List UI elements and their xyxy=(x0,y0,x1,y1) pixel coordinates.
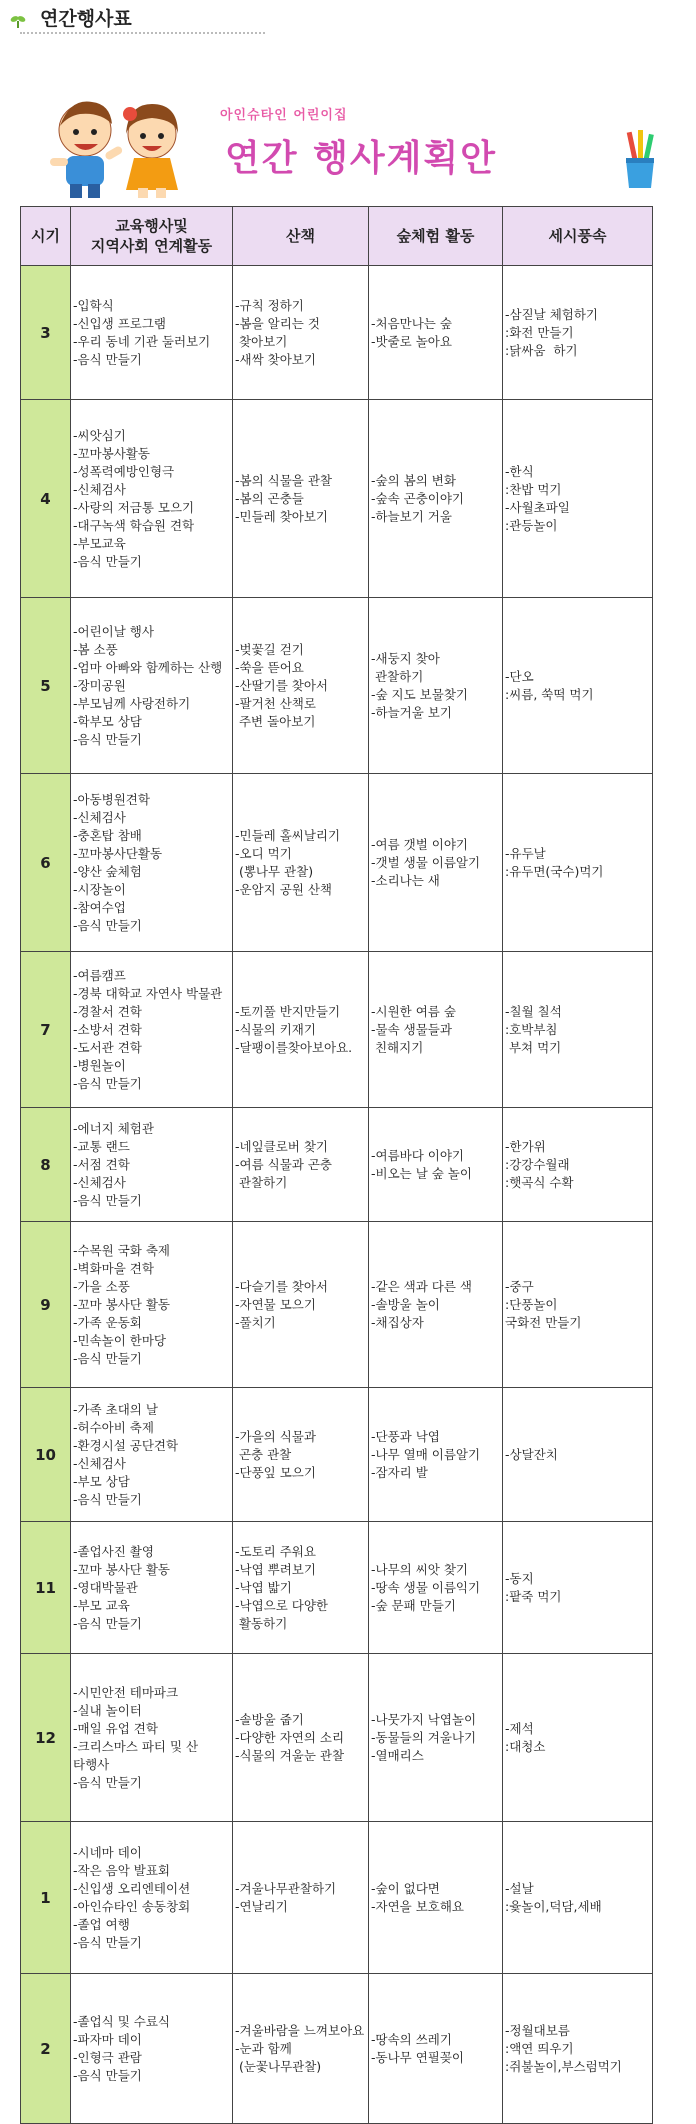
forest-cell: -시원한 여름 숲 -물속 생물들과 친해지기 xyxy=(369,952,503,1108)
plan-title: 연간 행사계획안 xyxy=(225,138,497,179)
column-header-custom: 세시풍속 xyxy=(503,207,653,266)
events-cell: -에너지 체험관 -교통 랜드 -서점 견학 -신체검사 -음식 만들기 xyxy=(71,1108,233,1222)
events-cell: -아동병원견학 -신체검사 -충혼탑 참배 -꼬마봉사단활동 -양산 숲체험 -시장놀이 -참여수업 -음식 만들기 xyxy=(71,774,233,952)
table-header-row xyxy=(21,207,653,266)
forest-cell: -숲이 없다면 -자연을 보호해요 xyxy=(369,1822,503,1974)
forest-cell: -새둥지 찾아 관찰하기 -숲 지도 보물찾기 -하늘거울 보기 xyxy=(369,598,503,774)
walk-cell: -가을의 식물과 곤충 관찰 -단풍잎 모으기 xyxy=(233,1388,369,1522)
events-cell: -졸업식 및 수료식 -파자마 데이 -인형극 관람 -음식 만들기 xyxy=(71,1974,233,2124)
table-row xyxy=(21,1108,653,1222)
events-cell: -가족 초대의 날 -허수아비 축제 -환경시설 공단견학 -신체검사 -부모 상담 -음식 만들기 xyxy=(71,1388,233,1522)
forest-cell: -같은 색과 다른 색 -솔방울 놀이 -채집상자 xyxy=(369,1222,503,1388)
table-row xyxy=(21,266,653,400)
table-row xyxy=(21,1974,653,2124)
month-cell: 6 xyxy=(21,774,71,952)
month-cell: 2 xyxy=(21,1974,71,2124)
forest-cell: -단풍과 낙엽 -나무 열매 이름알기 -잠자리 발 xyxy=(369,1388,503,1522)
custom-cell: -단오 :씨름, 쑥떡 먹기 xyxy=(503,598,653,774)
custom-cell: -유두날 :유두면(국수)먹기 xyxy=(503,774,653,952)
month-cell: 10 xyxy=(21,1388,71,1522)
column-header-forest: 숲체험 활동 xyxy=(369,207,503,266)
sprout-icon xyxy=(10,14,26,28)
forest-cell: -숲의 봄의 변화 -숲속 곤충이야기 -하늘보기 거울 xyxy=(369,400,503,598)
pencil-cup-icon xyxy=(620,130,660,190)
school-name: 아인슈타인 어린이집 xyxy=(220,108,348,123)
walk-cell: -네잎클로버 찾기 -여름 식물과 곤충 관찰하기 xyxy=(233,1108,369,1222)
custom-cell: -칠월 칠석 :호박부침 부쳐 먹기 xyxy=(503,952,653,1108)
custom-cell: -동지 :팥죽 먹기 xyxy=(503,1522,653,1654)
column-header-month: 시기 xyxy=(21,207,71,266)
events-cell: -시민안전 테마파크 -실내 놀이터 -매일 유업 견학 -크리스마스 파티 및 산 타행사 -음식 만들기 xyxy=(71,1654,233,1822)
events-cell: -졸업사진 촬영 -꼬마 봉사단 활동 -영대박물관 -부모 교육 -음식 만들기 xyxy=(71,1522,233,1654)
forest-cell: -처음만나는 숲 -밧줄로 놀아요 xyxy=(369,266,503,400)
page-title: 연간행사표 xyxy=(40,8,132,30)
table-row xyxy=(21,1822,653,1974)
month-cell: 3 xyxy=(21,266,71,400)
forest-cell: -여름 갯벌 이야기 -갯벌 생물 이름알기 -소리나는 새 xyxy=(369,774,503,952)
column-header-walk: 산책 xyxy=(233,207,369,266)
table-row xyxy=(21,1388,653,1522)
forest-cell: -여름바다 이야기 -비오는 날 숲 놀이 xyxy=(369,1108,503,1222)
custom-cell: -제석 :대청소 xyxy=(503,1654,653,1822)
custom-cell: -중구 :단풍놀이 국화전 만들기 xyxy=(503,1222,653,1388)
month-cell: 7 xyxy=(21,952,71,1108)
table-row xyxy=(21,952,653,1108)
walk-cell: -겨울나무관찰하기 -연날리기 xyxy=(233,1822,369,1974)
table-row xyxy=(21,1222,653,1388)
walk-cell: -벚꽃길 걷기 -쑥을 뜯어요 -산딸기를 찾아서 -팔거천 산책로 주변 돌아보기 xyxy=(233,598,369,774)
month-cell: 4 xyxy=(21,400,71,598)
month-cell: 12 xyxy=(21,1654,71,1822)
title-divider xyxy=(20,32,265,34)
month-cell: 1 xyxy=(21,1822,71,1974)
walk-cell: -도토리 주워요 -낙엽 뿌려보기 -낙엽 밟기 -낙엽으로 다양한 활동하기 xyxy=(233,1522,369,1654)
month-cell: 8 xyxy=(21,1108,71,1222)
walk-cell: -규칙 정하기 -봄을 알리는 것 찾아보기 -새싹 찾아보기 xyxy=(233,266,369,400)
events-cell: -입학식 -신입생 프로그램 -우리 동네 기관 둘러보기 -음식 만들기 xyxy=(71,266,233,400)
events-cell: -시네마 데이 -작은 음악 발표회 -신입생 오리엔테이션 -아인슈타인 송동창회 -졸업 여행 -음식 만들기 xyxy=(71,1822,233,1974)
walk-cell: -겨울바람을 느껴보아요 -눈과 함께 (눈꽃나무관찰) xyxy=(233,1974,369,2124)
table-row xyxy=(21,774,653,952)
month-cell: 9 xyxy=(21,1222,71,1388)
custom-cell: -설날 :윷놀이,덕담,세배 xyxy=(503,1822,653,1974)
column-header-events: 교육행사및 지역사회 연계활동 xyxy=(71,207,233,266)
events-cell: -여름캠프 -경북 대학교 자연사 박물관 -경찰서 견학 -소방서 견학 -도서관 견학 -병원놀이 -음식 만들기 xyxy=(71,952,233,1108)
walk-cell: -솔방울 줍기 -다양한 자연의 소리 -식물의 겨울눈 관찰 xyxy=(233,1654,369,1822)
month-cell: 5 xyxy=(21,598,71,774)
table-row xyxy=(21,598,653,774)
banner xyxy=(0,90,696,200)
custom-cell: -정월대보름 :액연 띄우기 :쥐불놀이,부스럼먹기 xyxy=(503,1974,653,2124)
forest-cell: -나뭇가지 낙엽놀이 -동물들의 겨울나기 -열매리스 xyxy=(369,1654,503,1822)
custom-cell: -한식 :찬밥 먹기 -사월초파일 :관등놀이 xyxy=(503,400,653,598)
kids-illustration xyxy=(30,90,200,200)
walk-cell: -민들레 홀씨날리기 -오디 먹기 (뽕나무 관찰) -운암지 공원 산책 xyxy=(233,774,369,952)
events-cell: -씨앗심기 -꼬마봉사활동 -성폭력예방인형극 -신체검사 -사랑의 저금통 모으기 -대구녹색 학습원 견학 -부모교육 -음식 만들기 xyxy=(71,400,233,598)
walk-cell: -봄의 식물을 관찰 -봄의 곤충들 -민들레 찾아보기 xyxy=(233,400,369,598)
annual-plan-table xyxy=(20,206,653,2124)
forest-cell: -나무의 씨앗 찾기 -땅속 생물 이름익기 -숲 문패 만들기 xyxy=(369,1522,503,1654)
walk-cell: -토끼풀 반지만들기 -식물의 키재기 -달팽이를찾아보아요. xyxy=(233,952,369,1108)
custom-cell: -한가위 :강강수월래 :햇곡식 수확 xyxy=(503,1108,653,1222)
events-cell: -어린이날 행사 -봄 소풍 -엄마 아빠와 함께하는 산행 -장미공원 -부모님께 사랑전하기 -학부모 상담 -음식 만들기 xyxy=(71,598,233,774)
custom-cell: -삼짇날 체험하기 :화전 만들기 :닭싸움 하기 xyxy=(503,266,653,400)
custom-cell: -상달잔치 xyxy=(503,1388,653,1522)
table-row xyxy=(21,1654,653,1822)
table-row xyxy=(21,1522,653,1654)
walk-cell: -다슬기를 찾아서 -자연물 모으기 -풀치기 xyxy=(233,1222,369,1388)
events-cell: -수목원 국화 축제 -벽화마을 견학 -가을 소풍 -꼬마 봉사단 활동 -가족 운동회 -민속놀이 한마당 -음식 만들기 xyxy=(71,1222,233,1388)
forest-cell: -땅속의 쓰레기 -동나무 연필꽂이 xyxy=(369,1974,503,2124)
table-row xyxy=(21,400,653,598)
month-cell: 11 xyxy=(21,1522,71,1654)
